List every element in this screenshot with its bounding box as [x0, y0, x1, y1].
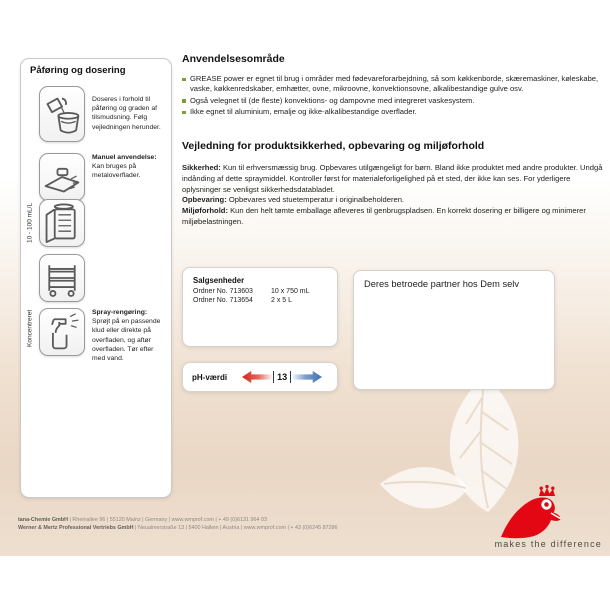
sales-units-title: Salgsenheder: [193, 276, 245, 285]
oven-icon: [39, 199, 85, 247]
ph-label: pH-værdi: [192, 372, 228, 382]
dosage-range-label: 10 - 100 mL/L: [26, 202, 34, 244]
sales-units-box: [182, 267, 338, 347]
sidebar-row-rack: [39, 254, 165, 302]
partner-box: [353, 270, 555, 390]
footer-contact: [18, 517, 338, 533]
spray-text: Spray-rengøring: Sprøjt på en passende klud eller direkte på overfladen, og aftør overfladen. Tør efter med vand.: [92, 309, 161, 362]
partner-text: Deres betroede partner hos Dem selv: [364, 279, 520, 289]
sidebar-title: Påføring og dosering: [30, 65, 126, 76]
ph-indicator: [182, 362, 338, 392]
usage-bullet: Også velegnet til (de fleste) konvektions- og dampovne med integreret vaskesystem.: [182, 96, 604, 106]
usage-bullet: GREASE power er egnet til brug i områder med fødevareforarbejdning, så som køkkenborde, skæremaskiner, køleskabe, vaske, køkkenredskaber, emhætter, ovne, mikroovne, konvektionsovne, alkalibestandige gulve osv.: [182, 74, 604, 95]
concentrate-label: Koncentreret: [26, 309, 34, 347]
safety-item: Miljøforhold: Kun den helt tømte emballage afleveres til genbrugspladsen. En korrekt dosering er billigere og minimerer miljøbelastningen.: [182, 206, 586, 226]
safety-item: Sikkerhed: Kun til erhversmæssig brug. Opbevares utilgængeligt for børn. Bland ikke produktet med andre produkter. Undgå indånding af dette spraymiddel. Kontroller først for materialeforligelighed på et sted, der ikke kan ses. For yderligere oplysninger se venligst sikkerhedsdatabladet.: [182, 163, 603, 194]
spray-bottle-icon: [39, 308, 85, 356]
ph-arrow-right-icon: [291, 367, 324, 387]
pack-size: 2 x 5 L: [271, 297, 293, 304]
safety-item: Opbevaring: Opbevares ved stuetemperatur i originalbeholderen.: [182, 195, 405, 205]
usage-heading: Anvendelsesområde: [182, 53, 285, 65]
rack-trolley-icon: [39, 254, 85, 302]
usage-bullet: Ikke egnet til aluminium, emalje og ikke-alkalibestandige overflader.: [182, 107, 604, 117]
sidebar-row-manual: [39, 153, 165, 201]
pack-size: 10 x 750 mL: [271, 288, 310, 295]
spray-label: Spray-rengøring:: [92, 309, 148, 316]
dosing-sidebar: [20, 58, 172, 498]
order-number: Ordner No. 713603: [193, 288, 253, 295]
manual-use-icon: [39, 153, 85, 201]
ph-arrow-left-icon: [240, 367, 273, 387]
safety-text-block: [182, 163, 604, 228]
sales-row: [193, 288, 337, 295]
manual-use-label: Manuel anvendelse:: [92, 154, 157, 161]
ph-scale: [240, 367, 324, 387]
footer-line-1: tana-Chemie GmbH | Rheinallee 96 | 55120 Mainz | Germany | www.wmprof.com | + 49 (0)6131 964 03: [18, 517, 267, 523]
dosing-text: Doseres i forhold til påføring og graden af tilsmudsning. Følg vejledningen herunder.: [92, 96, 161, 131]
sidebar-row-dosing: [39, 86, 165, 142]
order-number: Ordner No. 713654: [193, 297, 253, 304]
brand-tagline: makes the difference: [494, 539, 602, 549]
sidebar-row-spray: [39, 308, 165, 363]
dosing-jug-icon: [39, 86, 85, 142]
footer-line-2: Werner & Mertz Professional Vertriebs GmbH | Neualmerstraße 13 | 5400 Hallein | Austria | www.wmprof.com | + 43 (0)6245 87286: [18, 524, 338, 531]
sales-row: [193, 297, 337, 304]
sidebar-row-oven: [39, 199, 165, 247]
frog-logo: [499, 484, 563, 540]
usage-bullet-list: [182, 74, 604, 119]
manual-use-text: Manuel anvendelse: Kan bruges på metaloverflader.: [92, 154, 157, 180]
safety-heading: Vejledning for produktsikkerhed, opbevaring og miljøforhold: [182, 140, 485, 152]
ph-value: 13: [273, 371, 291, 383]
